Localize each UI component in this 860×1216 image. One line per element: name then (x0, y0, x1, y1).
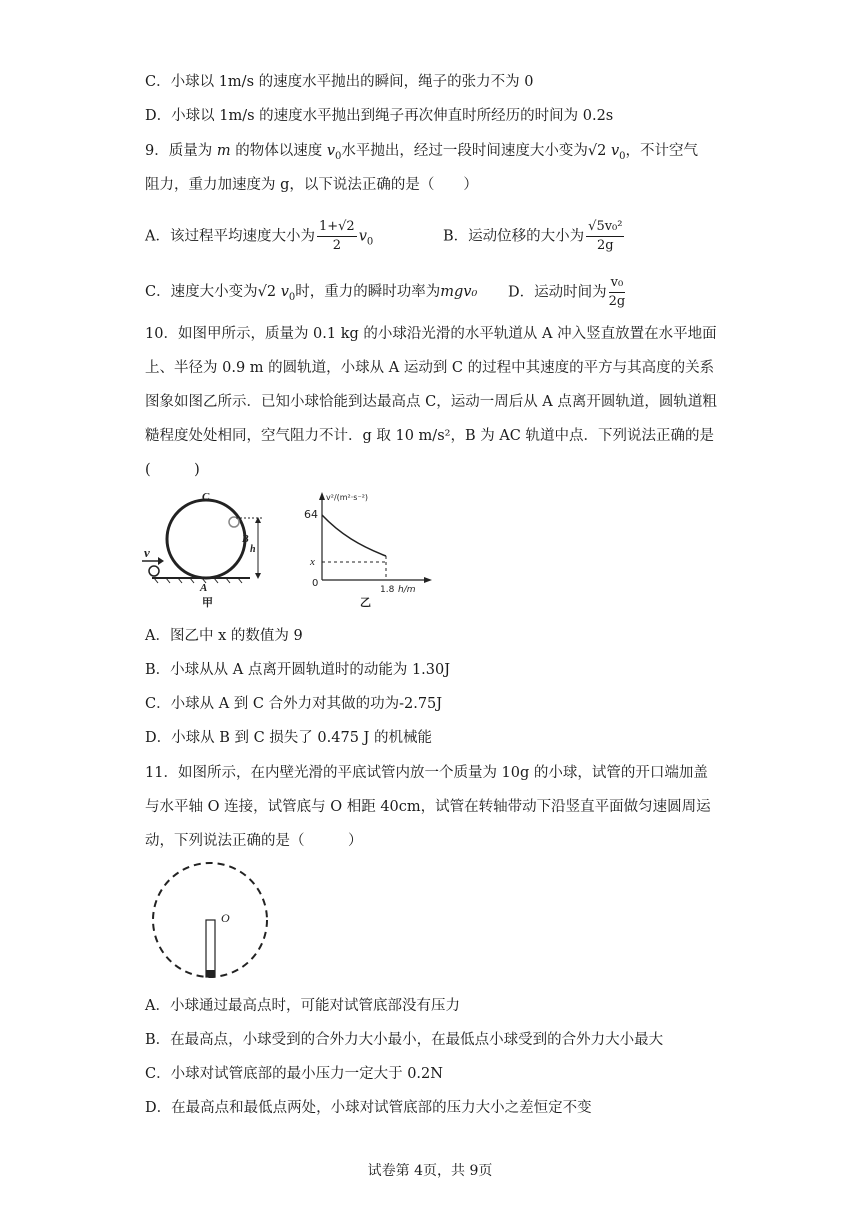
q11-option-c: C．小球对试管底部的最小压力一定大于 0.2N (145, 1066, 443, 1082)
q10-option-c: C．小球从 A 到 C 合外力对其做的功为-2.75J (145, 696, 443, 712)
q11-option-d: D．在最高点和最低点两处，小球对试管底部的压力大小之差恒定不变 (145, 1100, 592, 1116)
label-h: h (250, 544, 256, 555)
q11-figure-test-tube (145, 850, 275, 990)
label-c: C (202, 491, 210, 503)
q10-option-d: D．小球从 B 到 C 损失了 0.475 J 的机械能 (145, 730, 432, 746)
graph-x-18: 1.8 (380, 585, 395, 595)
q9-stem-line2: 阻力，重力加速度为 g，以下说法正确的是（ ） (145, 177, 478, 193)
graph-y-64: 64 (304, 508, 318, 521)
q9-option-d: D．运动时间为 $\frac{\text{v₀}}{2g}$ (508, 275, 626, 309)
caption-jia: 甲 (202, 596, 213, 609)
label-a: A (200, 582, 208, 594)
q9-option-a: A．该过程平均速度大小为 $\frac{1+√2}{2}$ $v_0$ (145, 219, 374, 253)
q9-stem-line1: 9．质量为 m 的物体以速度 $v_0$水平抛出，经过一段时间速度大小变为√2 $v_0$，不计空气 (145, 143, 699, 162)
graph-x-label: h/m (398, 585, 416, 595)
q10-option-a: A．图乙中 x 的数值为 9 (145, 628, 303, 644)
label-v: v (144, 545, 150, 560)
q9-option-c: C．速度大小变为√2 $v_0$时，重力的瞬时功率为mgv₀ (145, 284, 478, 303)
q10-figure-graph (300, 488, 460, 612)
q11-stem: 11．如图所示，在内壁光滑的平底试管内放一个质量为 10g 的小球，试管的开口端加盖与水平轴 O 连接，试管底与 O 相距 40cm，试管在转轴带动下沿竖直平面做匀速圆周运动，下列说法正确的是（ ） (145, 765, 711, 849)
q9-option-b: B．运动位移的大小为 $\frac{\text{√5v₀²}}{2g}$ (443, 219, 623, 253)
label-b: B (242, 534, 249, 545)
q11-option-b: B．在最高点，小球受到的合外力大小最小，在最低点小球受到的合外力大小最大 (145, 1032, 664, 1048)
label-o: O (221, 911, 230, 925)
sqrt2-expression: √2 (587, 143, 607, 159)
page-footer: 试卷第 4页，共 9页 (367, 1163, 493, 1179)
graph-y-label: v²/(m²·s⁻²) (326, 493, 369, 502)
graph-origin: 0 (312, 578, 319, 589)
q11-option-a: A．小球通过最高点时，可能对试管底部没有压力 (145, 998, 460, 1014)
graph-y-x: x (310, 556, 315, 568)
q10-figure-circle-track (140, 490, 280, 610)
q8-option-c: C．小球以 1m/s 的速度水平抛出的瞬间，绳子的张力不为 0 (145, 74, 534, 90)
q10-stem: 10．如图甲所示，质量为 0.1 kg 的小球沿光滑的水平轨道从 A 冲入竖直放置在水平地面上、半径为 0.9 m 的圆轨道，小球从 A 运动到 C 的过程中其速度的平方与其高度的关系图象如图乙所示．已知小球恰能到达最高点 C，运动一周后从 A 点离开圆轨道，圆轨道粗糙程度处处相同，空气阻力不计．g 取 10 m/s²，B 为 AC 轨道中点．下列说法正确的是( ) (145, 326, 717, 478)
q8-option-d: D．小球以 1m/s 的速度水平抛出到绳子再次伸直时所经历的时间为 0.2s (145, 108, 614, 124)
caption-yi: 乙 (360, 596, 371, 609)
q10-option-b: B．小球从从 A 点离开圆轨道时的动能为 1.30J (145, 662, 451, 678)
